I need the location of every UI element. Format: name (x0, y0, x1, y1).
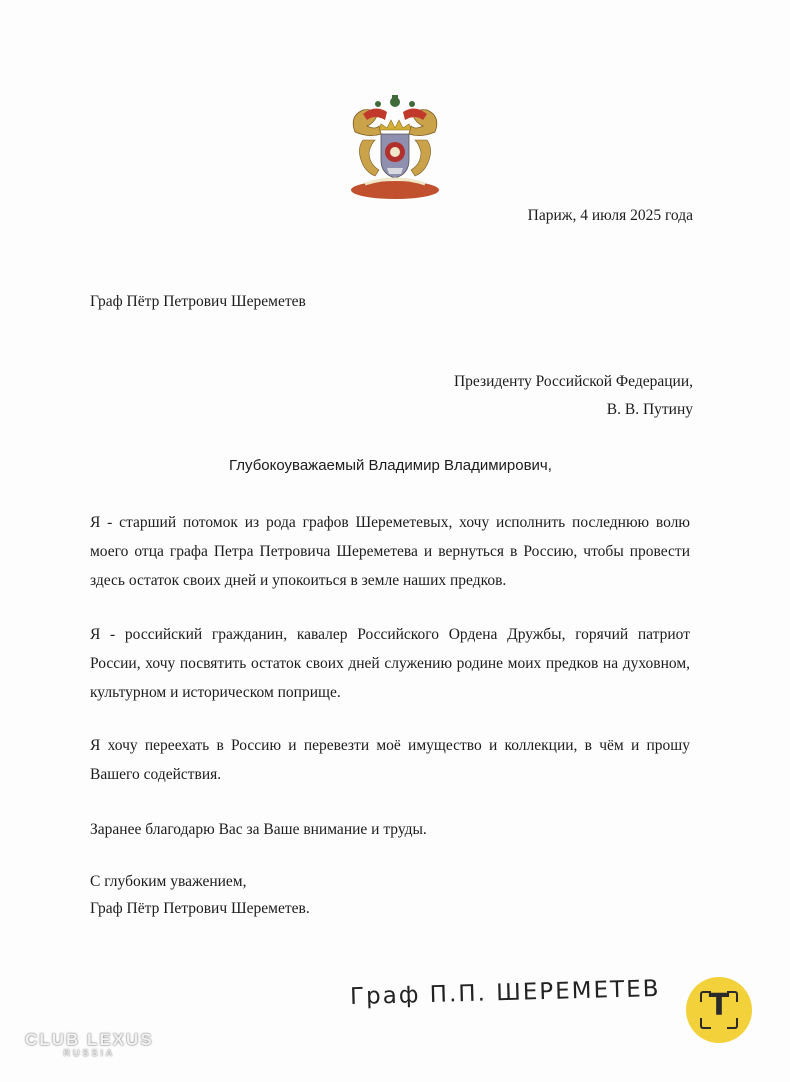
greeting: Глубокоуважаемый Владимир Владимирович, (229, 457, 552, 474)
handwritten-signature: Граф П.П. ШЕРЕМЕТЕВ (349, 975, 661, 1011)
paragraph-3: Я хочу переехать в Россию и перевезти моё имущество и коллекции, в чём и прошу Вашего содействия. (90, 737, 690, 783)
watermark-brand: CLUB LEXUS (25, 1030, 154, 1049)
recipient-name: В. В. Путину (606, 401, 693, 418)
paragraph-2: Я - российский гражданин, кавалер Российского Ордена Дружбы, горячий патриот России, хочу посвятить остаток своих дней служению родине моих предков на духовном, культурном и историческом поприще. (90, 626, 690, 701)
scan-text-icon[interactable] (686, 977, 752, 1043)
sender-name: Граф Пётр Петрович Шереметев (90, 293, 306, 310)
paragraph-4: Заранее благодарю Вас за Ваше внимание и труды. (90, 821, 427, 838)
coat-of-arms-icon (345, 90, 445, 202)
watermark-sub: RUSSIA (63, 1048, 116, 1058)
letter-date: Париж, 4 июля 2025 года (527, 207, 693, 224)
paragraph-1: Я - старший потомок из рода графов Шереметевых, хочу исполнить последнюю волю моего отца графа Петра Петровича Шереметева и вернуться в Россию, чтобы провести здесь остаток своих дней и упокоиться в земле наших предков. (90, 514, 690, 589)
club-lexus-watermark (25, 1030, 154, 1058)
closing-phrase: С глубоким уважением, (90, 873, 247, 890)
recipient-title: Президенту Российской Федерации, (453, 373, 693, 390)
badge-letter: T (708, 988, 730, 1023)
signature-name: Граф Пётр Петрович Шереметев. (90, 900, 310, 917)
